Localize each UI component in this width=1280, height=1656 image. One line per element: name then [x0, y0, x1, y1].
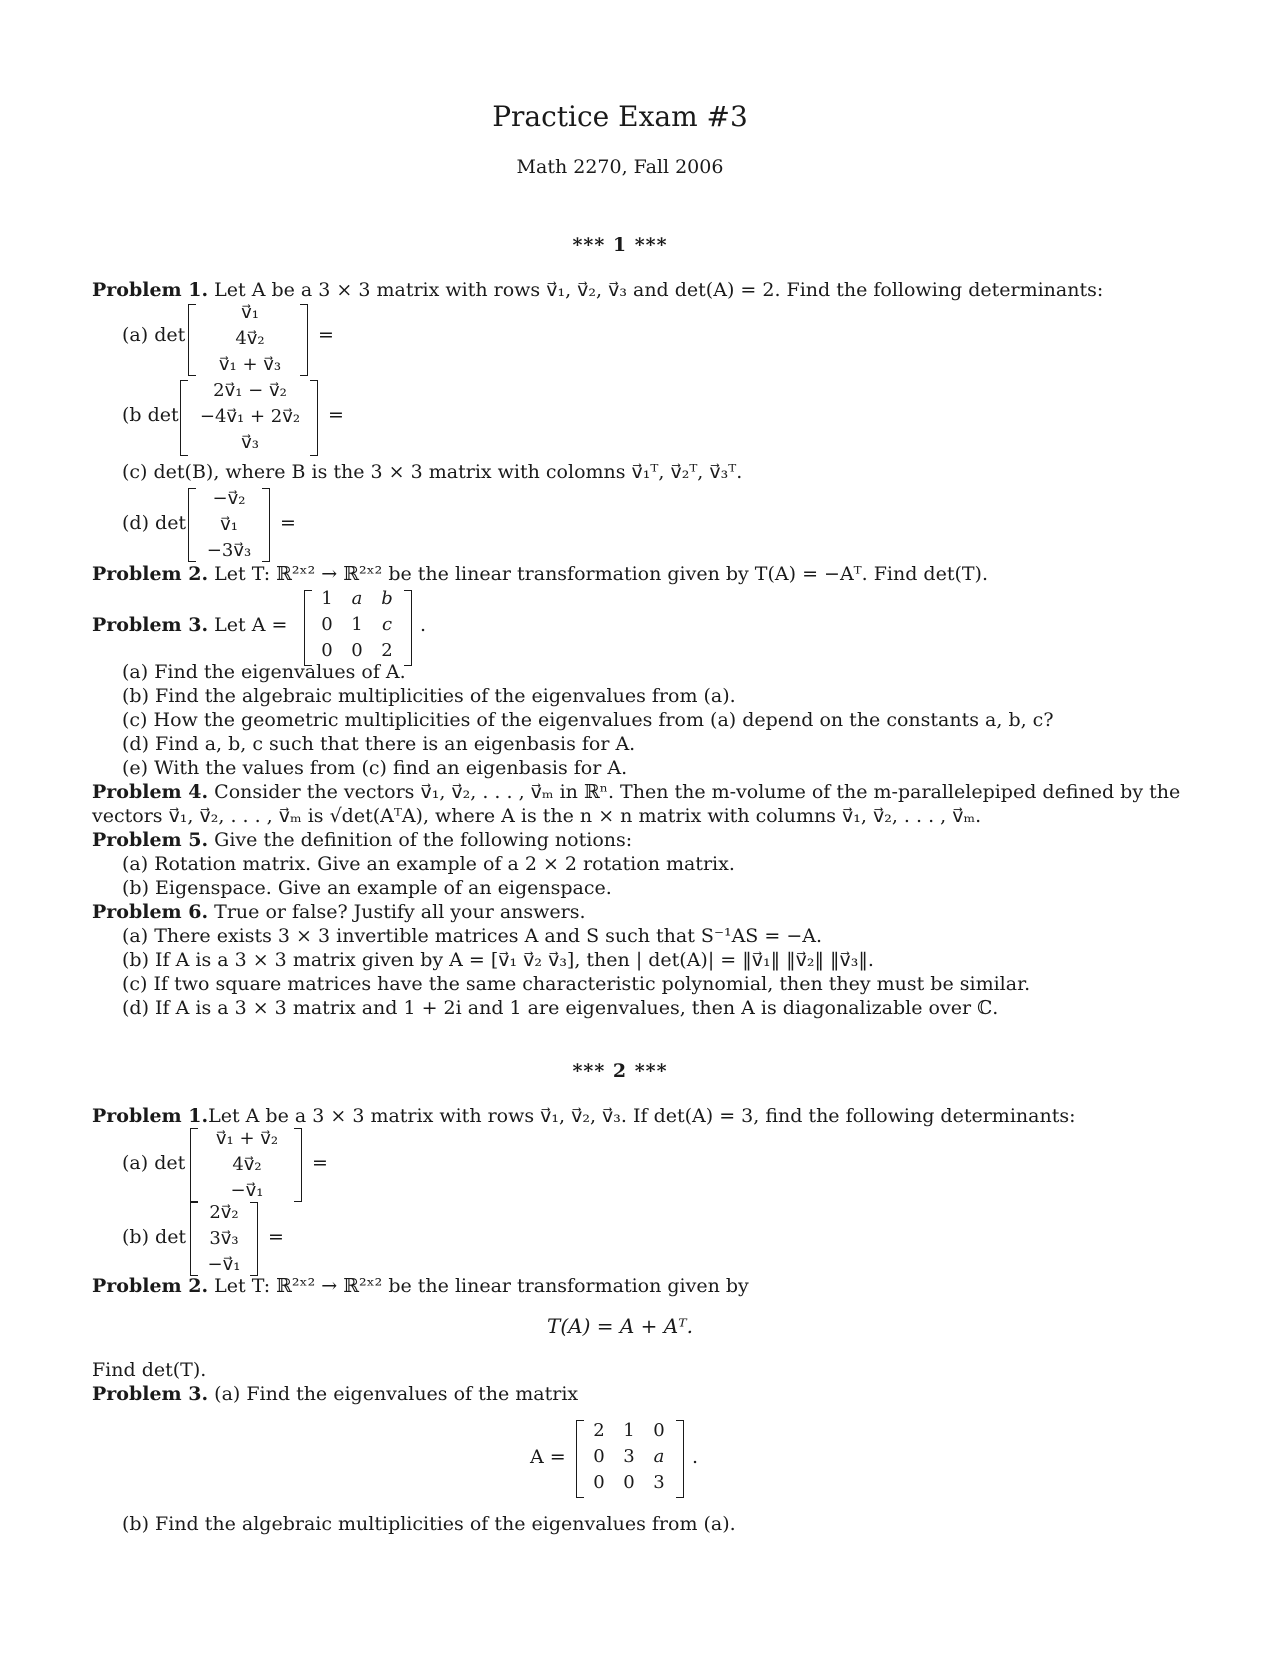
matrix-grid	[312, 586, 402, 664]
left-bracket	[188, 488, 196, 562]
problem-text: Consider the vectors v⃗₁, v⃗₂, . . . , v⃗ₘ in ℝⁿ. Then the m-volume of the m-parallelepiped defined by the	[214, 781, 1181, 803]
matrix-cell: a	[653, 1446, 665, 1467]
problem-text: True or false? Justify all your answers.	[214, 901, 586, 923]
s2-p3-b: (b) Find the algebraic multiplicities of the eigenvalues from (a).	[122, 1513, 736, 1535]
s1-p1-c: (c) det(B), where B is the 3 × 3 matrix with colomns v⃗₁ᵀ, v⃗₂ᵀ, v⃗₃ᵀ.	[122, 461, 743, 483]
s1-p6-item: (a) There exists 3 × 3 invertible matrices A and S such that S⁻¹AS = −A.	[122, 925, 823, 947]
matrix-rows	[204, 300, 296, 378]
matrix-row: 2v⃗₂	[209, 1202, 239, 1223]
left-bracket	[190, 1128, 198, 1202]
equals-sign: =	[312, 1152, 328, 1174]
right-bracket	[676, 1420, 684, 1498]
matrix-row: −v⃗₁	[207, 1254, 241, 1275]
matrix-row: 4v⃗₂	[235, 328, 265, 349]
left-bracket	[190, 1202, 198, 1276]
problem-label: Problem 4.	[92, 781, 209, 803]
det-label: (a) det	[122, 324, 186, 346]
s2-problem-1	[92, 1104, 1075, 1128]
section-1-separator: *** 1 ***	[572, 234, 668, 256]
right-bracket	[262, 488, 270, 562]
matrix-row: v⃗₃	[241, 432, 259, 453]
period: .	[692, 1446, 699, 1468]
matrix-rows	[200, 486, 258, 564]
problem-label: Problem 5.	[92, 829, 209, 851]
right-bracket	[404, 590, 412, 666]
matrix-row: v⃗₁ + v⃗₂	[215, 1128, 279, 1149]
s1-p5-item: (b) Eigenspace. Give an example of an eigenspace.	[122, 877, 612, 899]
equals-sign: =	[268, 1226, 284, 1248]
s1-problem-4	[92, 780, 1180, 804]
matrix-row: v⃗₁	[220, 514, 238, 535]
problem-3-label-line	[92, 614, 287, 636]
s1-problem-1	[92, 278, 1103, 302]
page-title: Practice Exam #3	[492, 100, 748, 133]
matrix-row: −4v⃗₁ + 2v⃗₂	[199, 406, 301, 427]
problem-label: Problem 3.	[92, 614, 209, 636]
let-text: Let A =	[214, 614, 288, 636]
matrix-cell: 1	[351, 614, 363, 635]
matrix-cell: 1	[321, 588, 333, 609]
s1-p6-item: (d) If A is a 3 × 3 matrix and 1 + 2i and 1 are eigenvalues, then A is diagonalizable over ℂ.	[122, 997, 999, 1019]
section-2-separator: *** 2 ***	[572, 1060, 668, 1082]
s1-p6-item: (c) If two square matrices have the same characteristic polynomial, then they must be similar.	[122, 973, 1031, 995]
equals-sign: =	[318, 324, 334, 346]
problem-label: Problem 1.	[92, 279, 209, 301]
matrix-cell: 2	[593, 1420, 605, 1441]
matrix-cell: 0	[351, 640, 363, 661]
matrix-row: v⃗₁	[241, 302, 259, 323]
matrix-rows	[192, 378, 308, 456]
matrix-cell: 1	[623, 1420, 635, 1441]
s1-p3-item: (b) Find the algebraic multiplicities of the eigenvalues from (a).	[122, 685, 736, 707]
s1-p6-item: (b) If A is a 3 × 3 matrix given by A = [v⃗₁ v⃗₂ v⃗₃], then | det(A)| = ‖v⃗₁‖ ‖v⃗₂‖ ‖v⃗₃‖.	[122, 949, 874, 971]
problem-text: Let T: ℝ²ˣ² → ℝ²ˣ² be the linear transformation given by	[214, 1275, 749, 1297]
matrix-cell: 2	[381, 640, 393, 661]
left-bracket	[180, 380, 188, 456]
right-bracket	[300, 304, 308, 376]
matrix-rows	[202, 1126, 292, 1204]
right-bracket	[250, 1202, 258, 1276]
problem-text: Let A be a 3 × 3 matrix with rows v⃗₁, v⃗₂, v⃗₃ and det(A) = 2. Find the following determinants:	[214, 279, 1104, 301]
det-label: (b) det	[122, 1226, 187, 1248]
problem-text: Give the definition of the following notions:	[214, 829, 633, 851]
matrix-row: v⃗₁ + v⃗₃	[218, 354, 282, 375]
left-bracket	[304, 590, 312, 666]
problem-label: Problem 1.	[92, 1105, 209, 1127]
left-bracket	[576, 1420, 584, 1498]
det-label: (b det	[122, 404, 179, 426]
s1-p3-item: (e) With the values from (c) find an eigenbasis for A.	[122, 757, 628, 779]
s1-p3-item: (d) Find a, b, c such that there is an eigenbasis for A.	[122, 733, 636, 755]
problem-label: Problem 2.	[92, 1275, 209, 1297]
let-text: A =	[530, 1446, 566, 1468]
matrix-row: 2v⃗₁ − v⃗₂	[213, 380, 287, 401]
matrix-rows	[200, 1200, 248, 1278]
problem-label: Problem 2.	[92, 563, 209, 585]
right-bracket	[310, 380, 318, 456]
matrix-row: 4v⃗₂	[232, 1154, 262, 1175]
equals-sign: =	[280, 512, 296, 534]
s2-p2-formula: T(A) = A + Aᵀ.	[547, 1314, 693, 1338]
s1-problem-2	[92, 562, 988, 586]
matrix-cell: 3	[653, 1472, 665, 1493]
period: .	[420, 614, 427, 636]
s1-p3-item: (c) How the geometric multiplicities of the eigenvalues from (a) depend on the constants a, b, c?	[122, 709, 1054, 731]
matrix-cell: a	[351, 588, 363, 609]
matrix-cell: 0	[653, 1420, 665, 1441]
matrix-cell: 3	[623, 1446, 635, 1467]
s1-problem-5	[92, 828, 632, 852]
matrix-cell: c	[381, 614, 393, 635]
matrix-cell: 0	[321, 640, 333, 661]
equals-sign: =	[328, 404, 344, 426]
matrix-cell: 0	[593, 1446, 605, 1467]
left-bracket	[188, 304, 196, 376]
matrix-row: −v⃗₁	[230, 1180, 264, 1201]
problem-text: Let T: ℝ²ˣ² → ℝ²ˣ² be the linear transformation given by T(A) = −Aᵀ. Find det(T).	[214, 563, 989, 585]
s2-p2-find: Find det(T).	[92, 1359, 207, 1381]
problem-text: Let A be a 3 × 3 matrix with rows v⃗₁, v⃗₂, v⃗₃. If det(A) = 3, find the following determinants:	[208, 1105, 1076, 1127]
problem-text: (a) Find the eigenvalues of the matrix	[214, 1383, 579, 1405]
det-label: (a) det	[122, 1152, 186, 1174]
matrix-cell: 0	[321, 614, 333, 635]
s2-problem-3	[92, 1382, 578, 1406]
matrix-row: 3v⃗₃	[209, 1228, 239, 1249]
matrix-row: −v⃗₂	[212, 488, 246, 509]
matrix-grid	[584, 1418, 674, 1496]
problem-label: Problem 3.	[92, 1383, 209, 1405]
matrix-cell: b	[381, 588, 393, 609]
s1-problem-4-cont: vectors v⃗₁, v⃗₂, . . . , v⃗ₘ is √det(AᵀA), where A is the n × n matrix with columns v⃗₁, v⃗₂, . . . , v⃗ₘ.	[92, 805, 982, 827]
s2-problem-2	[92, 1274, 749, 1298]
s1-problem-6	[92, 900, 586, 924]
right-bracket	[294, 1128, 302, 1202]
s1-p5-item: (a) Rotation matrix. Give an example of a 2 × 2 rotation matrix.	[122, 853, 735, 875]
det-label: (d) det	[122, 512, 187, 534]
matrix-row: −3v⃗₃	[206, 540, 252, 561]
page-subtitle: Math 2270, Fall 2006	[516, 156, 724, 178]
problem-label: Problem 6.	[92, 901, 209, 923]
matrix-cell: 0	[623, 1472, 635, 1493]
s1-p3-item: (a) Find the eigenvalues of A.	[122, 661, 406, 683]
matrix-cell: 0	[593, 1472, 605, 1493]
